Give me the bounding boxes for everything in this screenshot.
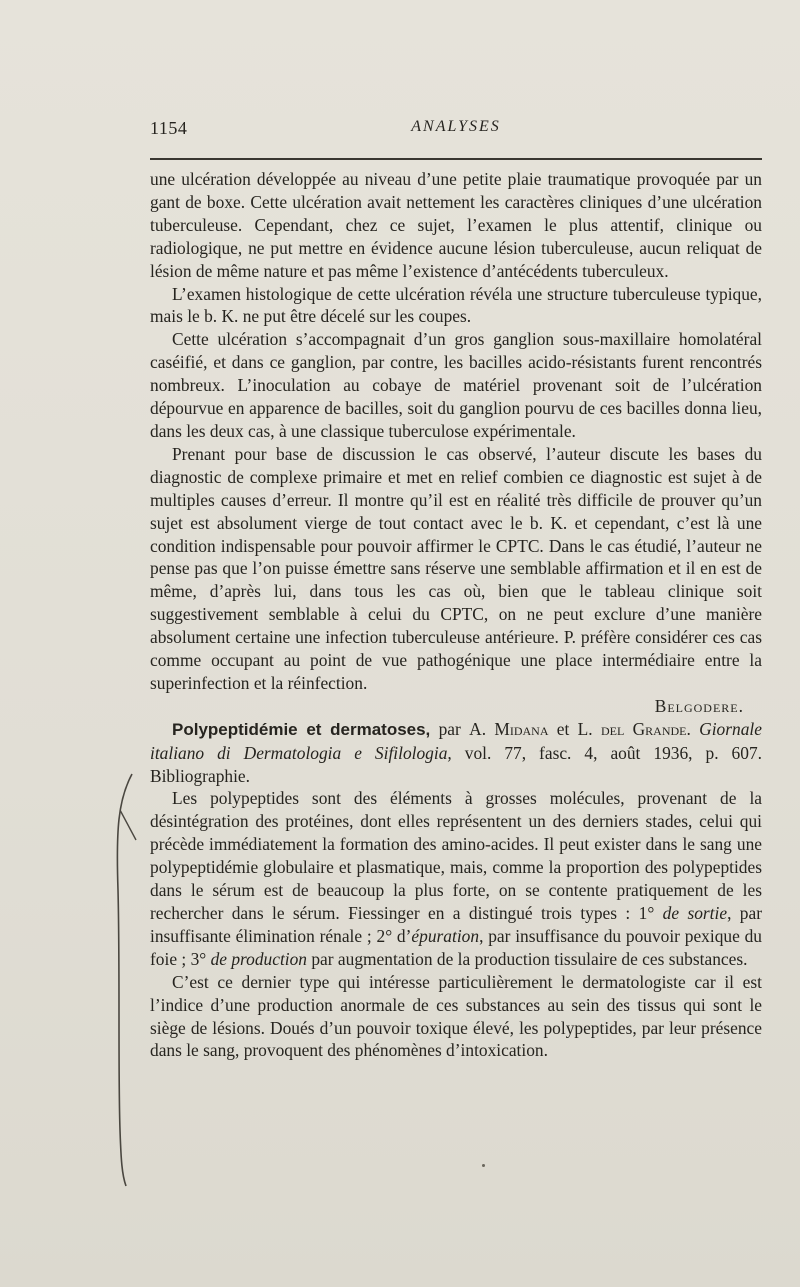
reviewer-signature: Belgodere.: [654, 695, 744, 716]
body-text: [150, 168, 762, 1062]
review1-paragraph-1: une ulcération développée au niveau d’une petite plaie traumatique provoquée par un gant de boxe. Cette ulcération avait nettement les caractères cliniques d’une ulcération tuberculeuse. Cependant, chez ce sujet, l’examen le plus attentif, clinique ou radiologique, ne put mettre en évidence aucune lésion tuberculeuse, aucun reliquat de lésion de même nature et pas même l’existence d’antécédents tuberculeux.: [150, 169, 762, 281]
p1-text-d: par augmentation de la production tissulaire de ces substances.: [307, 948, 748, 969]
p1-text-a: Les polypeptides sont des éléments à grosses molécules, provenant de la désintégration des protéines, dont elles représentent un des derniers stades, celui qui précède immédiatement la formation des amino-acides. Il peut exister dans le sang une polypeptidémie globulaire et plasmatique, mais, comme la proportion des polypeptides dans le sérum est de beaucoup la plus forte, on se contente pratiquement de les rechercher dans le sérum. Fiessinger en a distingué trois types : 1°: [150, 788, 762, 923]
article-title: Polypeptidémie et dermatoses,: [172, 719, 431, 739]
handwritten-margin-bracket: [108, 770, 138, 1190]
review2-paragraph-2: C’est ce dernier type qui intéresse particulièrement le dermatologiste car il est l’indice d’une production anormale de ces substances au sein des tissus qui sont le siège de lésions. Doués d’un pouvoir toxique élevé, les polypeptides, par leur présence dans le sang, provoquent des phénomènes d’intoxication.: [150, 971, 762, 1061]
running-title: ANALYSES: [411, 118, 501, 135]
article-heading: [150, 718, 762, 788]
p1-text-c: , par insuffisance du pouvoir pexique du foie ; 3°: [150, 925, 762, 969]
review1-paragraph-4: Prenant pour base de discussion le cas observé, l’auteur discute les bases du diagnostic de complexe primaire et met en relief combien ce diagnostic est sujet à de multiples causes d’erreur. Il montre qu’il est en réalité très difficile de prouver qu’un sujet est absolument vierge de tout contact avec le b. K. et cependant, c’est là une condition indispensable pour pouvoir affirmer le CPTC. Dans le cas étudié, l’auteur ne pense pas que l’on puisse émettre sans réserve une semblable affirmation et il en est de même, d’après lui, dans tous les cas où, bien que le tableau clinique soit suggestivement semblable à celui du CPTC, on ne peut exclure d’une manière absolument certaine une infection tuberculeuse antérieure. P. préfère considérer ces cas comme occupant au point de vue pathogénique une place intermédiaire entre la superinfection et la réinfection.: [150, 443, 762, 693]
running-head: [150, 118, 762, 142]
citation: vol. 77, fasc. 4, août 1936, p. 607.: [464, 742, 762, 763]
type-sortie: de sortie: [662, 903, 728, 923]
type-production: de production: [210, 948, 308, 969]
review1-paragraph-2: L’examen histologique de cette ulcération révéla une structure tuberculeuse typique, mais le b. K. ne put être décelé sur les coupes.: [150, 283, 762, 327]
header-rule: [150, 158, 762, 160]
review2-paragraph-1: [150, 787, 762, 970]
author-1: A. Midana: [469, 718, 549, 739]
author-2: L. del Grande.: [577, 718, 691, 739]
bibliography-note: Bibliographie.: [150, 765, 250, 786]
journal-name: Giornale italiano di Dermatologia e Sifilologia,: [150, 718, 762, 763]
paper-speck: [482, 1164, 485, 1167]
page-number: 1154: [150, 118, 188, 138]
p1-text-b: , par insuffisante élimination rénale ; 2° d’: [150, 903, 762, 946]
byline-and: et: [556, 718, 570, 739]
byline-prefix: par: [438, 718, 461, 739]
type-epuration: épuration: [411, 925, 480, 946]
review1-paragraph-3: Cette ulcération s’accompagnait d’un gros ganglion sous-maxillaire homolatéral caséifié, et dans ce ganglion, par contre, les bacilles acido-résistants furent rencontrés nombreux. L’inoculation au cobaye de matériel provenant soit de l’ulcération dépourvue en apparence de bacilles, soit du ganglion pourvu de ces bacilles donna lieu, dans les deux cas, à une classique tuberculose expérimentale.: [150, 329, 762, 441]
